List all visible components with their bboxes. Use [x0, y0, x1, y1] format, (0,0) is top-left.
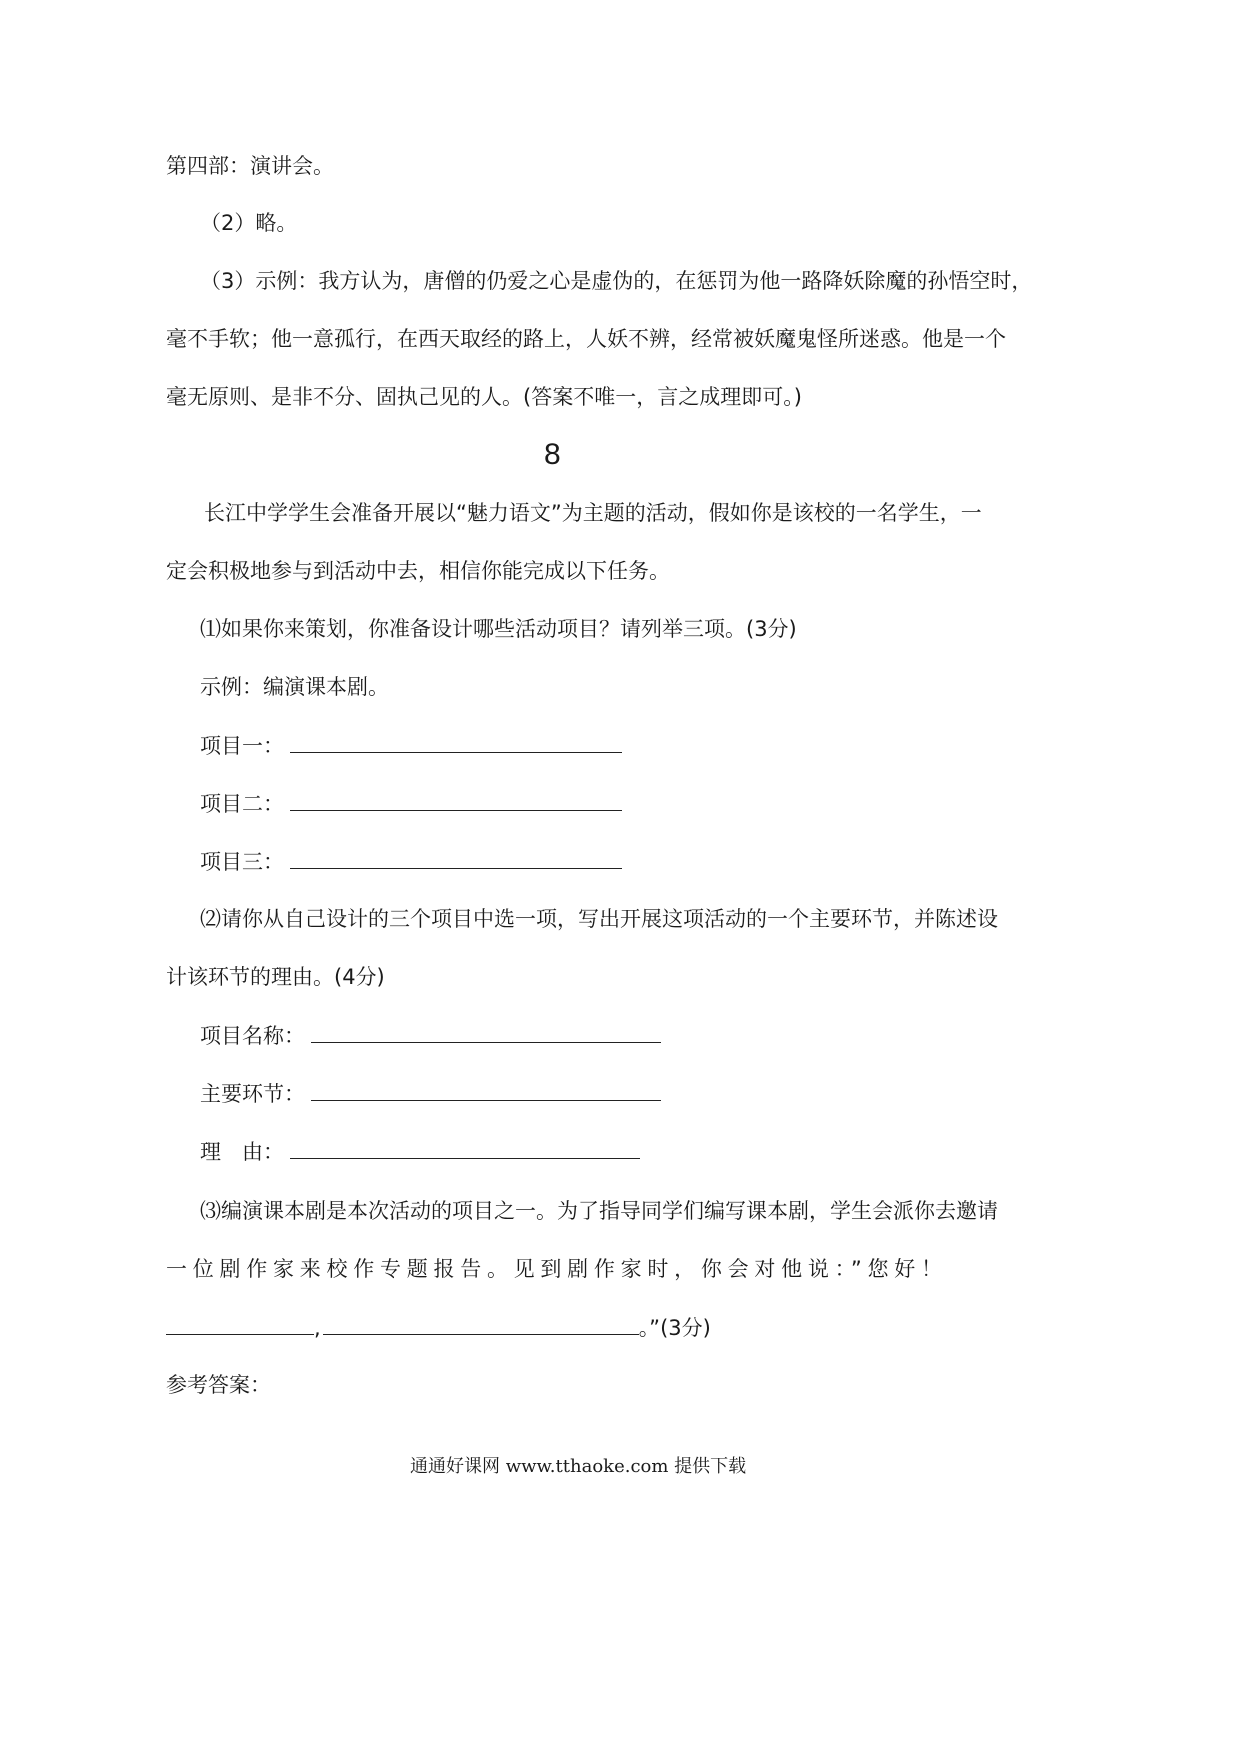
example-text: 示例：编演课本剧。	[200, 675, 389, 699]
answer-line: （3）示例：我方认为，唐僧的仍爱之心是虚伪的，在惩罚为他一路降妖除魔的孙悟空时，	[200, 269, 1033, 293]
answer-heading: 参考答案：	[166, 1373, 271, 1397]
sub-question-2: 计该环节的理由。(4分)	[166, 965, 385, 989]
sub-question-3: ⑶编演课本剧是本次活动的项目之一。为了指导同学们编写课本剧，学生会派你去邀请	[200, 1199, 998, 1223]
item-label: 项目三：	[200, 850, 284, 874]
page-footer: 通通好课网 www.tthaoke.com 提供下载	[410, 1456, 747, 1477]
sub-question-3: 一位剧作家来校作专题报告。见到剧作家时，你会对他说：”您好！	[166, 1257, 942, 1281]
comma: ,	[314, 1316, 321, 1340]
answer-blank[interactable]	[323, 1312, 639, 1335]
item-row	[200, 788, 622, 819]
answer-blank[interactable]	[311, 1078, 661, 1101]
answer-blank[interactable]	[290, 788, 622, 811]
answer-line: （2）略。	[200, 211, 298, 235]
question-intro: 定会积极地参与到活动中去，相信你能完成以下任务。	[166, 559, 670, 583]
answer-blank[interactable]	[166, 1312, 314, 1335]
field-row	[200, 1078, 661, 1109]
answer-blank[interactable]	[290, 1136, 640, 1159]
section-line: 第四部：演讲会。	[166, 154, 334, 178]
item-label: 项目一：	[200, 734, 284, 758]
question-number: 8	[544, 438, 561, 471]
sub-question-1: ⑴如果你来策划，你准备设计哪些活动项目？请列举三项。(3分)	[200, 617, 797, 641]
answer-line: 毫不手软；他一意孤行，在西天取经的路上，人妖不辨，经常被妖魔鬼怪所迷惑。他是一个	[166, 327, 1006, 351]
sub-question-3-blanks	[166, 1312, 711, 1343]
question-intro: 长江中学学生会准备开展以“魅力语文”为主题的活动，假如你是该校的一名学生，一	[204, 501, 982, 525]
item-row	[200, 846, 622, 877]
answer-blank[interactable]	[311, 1020, 661, 1043]
answer-line: 毫无原则、是非不分、固执己见的人。(答案不唯一，言之成理即可。)	[166, 385, 802, 409]
field-label: 主要环节：	[200, 1082, 305, 1106]
sub-question-2: ⑵请你从自己设计的三个项目中选一项，写出开展这项活动的一个主要环节，并陈述设	[200, 907, 998, 931]
field-label: 理 由：	[200, 1140, 284, 1164]
item-label: 项目二：	[200, 792, 284, 816]
answer-blank[interactable]	[290, 846, 622, 869]
field-row	[200, 1136, 640, 1167]
field-label: 项目名称：	[200, 1024, 305, 1048]
answer-blank[interactable]	[290, 730, 622, 753]
field-row	[200, 1020, 661, 1051]
item-row	[200, 730, 622, 761]
closing-quote: 。”(3分)	[638, 1316, 711, 1340]
